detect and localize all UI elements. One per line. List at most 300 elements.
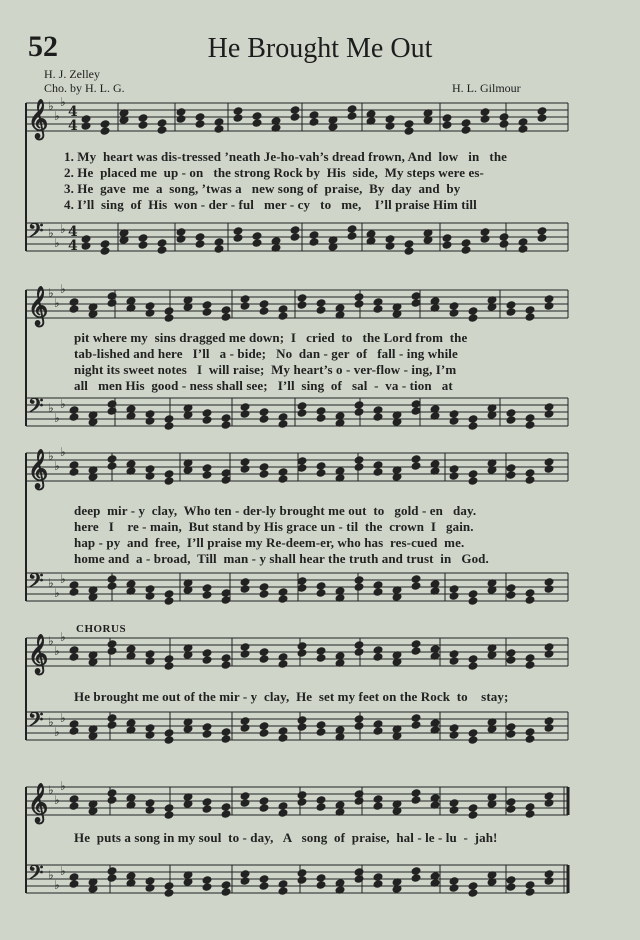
note-head [214,238,224,246]
note-head [252,112,262,120]
note-head [176,228,186,236]
note-head [506,798,516,806]
lyric-line: 4. I’ll sing of His won - der - ful mer - cy to me, I’ll praise Him till [64,197,477,212]
note-head [221,313,231,321]
note-head [278,305,288,313]
note-head [385,115,395,123]
bass-clef-icon: 𝄢 [28,218,44,247]
note-head [69,461,79,469]
note-head [354,648,364,656]
note-head [297,876,307,884]
note-head [468,882,478,890]
note-head [411,582,421,590]
note-head [145,884,155,892]
note-head [525,596,535,604]
note-head [195,113,205,121]
note-head [354,583,364,591]
note-head [316,803,326,811]
note-head [354,715,364,723]
note-head [525,589,535,597]
note-head [316,407,326,415]
note-head [221,469,231,477]
note-head [233,227,243,235]
note-head [525,735,535,743]
note-head [297,409,307,417]
flat-icon: ♭ [48,286,54,300]
note-head [316,721,326,729]
note-head [259,408,269,416]
note-head [202,798,212,806]
flat-icon: ♭ [48,634,54,648]
note-head [544,302,554,310]
note-head [259,590,269,598]
note-head [506,883,516,891]
note-head [354,401,364,409]
note-head [506,584,516,592]
note-head [316,582,326,590]
note-head [69,727,79,735]
note-head [164,597,174,605]
note-head [195,240,205,248]
note-head [176,115,186,123]
note-head [240,799,250,807]
note-head [316,796,326,804]
note-head [544,578,554,586]
note-head [100,127,110,135]
note-head [164,729,174,737]
flat-icon: ♭ [60,572,66,586]
lyric-line: He puts a song in my soul to - day, A song of praise, hal - le - lu - jah! [74,830,498,845]
music-credit: H. L. Gilmour [452,81,521,95]
note-head [525,306,535,314]
note-head [259,655,269,663]
note-head [537,107,547,115]
note-head [385,235,395,243]
note-head [449,650,459,658]
note-head [506,656,516,664]
note-head [145,309,155,317]
note-head [107,796,117,804]
note-head [107,640,117,648]
note-head [442,121,452,129]
note-head [176,108,186,116]
note-head [259,583,269,591]
note-head [373,795,383,803]
flat-icon: ♭ [48,783,54,797]
note-head [506,416,516,424]
note-head [221,803,231,811]
note-head [544,724,554,732]
note-head [233,107,243,115]
note-head [69,880,79,888]
note-head [259,307,269,315]
note-head [449,731,459,739]
note-head [449,657,459,665]
flat-icon: ♭ [60,222,66,236]
note-head [449,309,459,317]
note-head [240,792,250,800]
note-head [157,239,167,247]
hymn-number: 52 [28,30,58,63]
note-head [221,881,231,889]
note-head [164,307,174,315]
note-head [316,654,326,662]
note-head [347,112,357,120]
music-system-4 [0,620,640,770]
flat-icon: ♭ [60,711,66,725]
note-head [373,461,383,469]
note-head [164,882,174,890]
note-head [449,585,459,593]
note-head [525,421,535,429]
note-head [404,120,414,128]
note-head [309,118,319,126]
note-head [525,803,535,811]
lyric-line: night its sweet notes I will raise; My heart’s o - ver-flow - ing, I’m [74,362,457,377]
note-head [411,299,421,307]
note-head [297,649,307,657]
note-head [157,126,167,134]
note-head [221,421,231,429]
note-head [138,114,148,122]
note-head [164,470,174,478]
note-head [297,457,307,465]
note-head [442,234,452,242]
note-head [316,881,326,889]
note-head [240,870,250,878]
note-head [240,643,250,651]
note-head [240,717,250,725]
note-head [316,462,326,470]
note-head [221,306,231,314]
note-head [316,414,326,422]
note-head [468,662,478,670]
note-head [354,300,364,308]
note-head [145,650,155,658]
note-head [461,119,471,127]
note-head [202,656,212,664]
note-head [525,888,535,896]
flat-icon: ♭ [48,715,54,729]
note-head [537,234,547,242]
note-head [525,728,535,736]
note-head [411,867,421,875]
note-head [411,400,421,408]
note-head [442,241,452,249]
note-head [461,126,471,134]
note-head [221,810,231,818]
note-head [81,115,91,123]
note-head [259,875,269,883]
flat-icon: ♭ [48,99,54,113]
note-head [202,464,212,472]
note-head [316,299,326,307]
note-head [449,884,459,892]
note-head [164,811,174,819]
note-head [202,876,212,884]
flat-icon: ♭ [54,411,60,425]
note-head [259,470,269,478]
note-head [202,584,212,592]
note-head [259,722,269,730]
note-head [221,654,231,662]
flat-icon: ♭ [60,282,66,296]
note-head [404,240,414,248]
note-head [202,416,212,424]
note-head [537,114,547,122]
note-head [202,649,212,657]
note-head [259,729,269,737]
note-head [468,422,478,430]
note-head [506,876,516,884]
note-head [468,590,478,598]
treble-clef-icon: 𝄞 [28,449,49,489]
note-head [221,414,231,422]
note-head [480,235,490,243]
note-head [518,245,528,253]
note-head [290,113,300,121]
note-head [385,242,395,250]
note-head [202,471,212,479]
note-head [518,118,528,126]
note-head [525,476,535,484]
note-head [411,575,421,583]
note-head [506,301,516,309]
note-head [202,308,212,316]
note-head [145,799,155,807]
note-head [411,874,421,882]
note-head [240,578,250,586]
note-head [544,717,554,725]
note-head [278,887,288,895]
note-head [202,409,212,417]
note-head [480,115,490,123]
note-head [354,722,364,730]
flat-icon: ♭ [54,459,60,473]
note-head [544,403,554,411]
note-head [221,728,231,736]
note-head [240,295,250,303]
note-head [278,802,288,810]
note-head [316,469,326,477]
note-head [506,730,516,738]
music-system-3 [0,445,640,615]
note-head [373,727,383,735]
note-head [518,125,528,133]
note-head [252,239,262,247]
flat-icon: ♭ [60,445,66,459]
note-head [69,653,79,661]
time-signature-top: 4 [68,224,78,240]
time-signature-top: 4 [68,104,78,120]
bass-clef-icon: 𝄢 [28,393,44,422]
note-head [145,585,155,593]
note-head [221,476,231,484]
note-head [354,576,364,584]
note-head [221,661,231,669]
note-head [195,120,205,128]
note-head [506,723,516,731]
note-head [354,456,364,464]
note-head [411,407,421,415]
note-head [373,880,383,888]
note-head [297,791,307,799]
note-head [411,640,421,648]
note-head [259,415,269,423]
note-head [259,463,269,471]
note-head [506,471,516,479]
lyric-line: 3. He gave me a song, ’twas a new song of praise, By day and by [64,181,461,196]
note-head [537,227,547,235]
note-head [107,582,117,590]
note-head [354,641,364,649]
note-head [221,589,231,597]
note-head [373,468,383,476]
treble-clef-icon: 𝄞 [28,783,49,823]
note-head [259,882,269,890]
note-head [480,228,490,236]
lyric-line: all men His good - ness shall see; I’ll sing of sal - va - tion at [74,378,453,393]
note-head [468,655,478,663]
note-head [373,646,383,654]
note-head [461,246,471,254]
note-head [544,650,554,658]
note-head [164,477,174,485]
bass-clef-icon: 𝄢 [28,860,44,889]
note-head [499,240,509,248]
note-head [525,313,535,321]
flat-icon: ♭ [48,226,54,240]
note-head [107,455,117,463]
flat-icon: ♭ [54,644,60,658]
note-head [544,877,554,885]
note-head [145,657,155,665]
note-head [138,241,148,249]
note-head [157,246,167,254]
note-head [164,662,174,670]
hymn-title: He Brought Me Out [207,33,433,64]
note-head [297,464,307,472]
note-head [145,472,155,480]
note-head [278,727,288,735]
note-head [278,312,288,320]
note-head [145,731,155,739]
grand-staff-5 [0,775,640,925]
note-head [164,889,174,897]
note-head [411,647,421,655]
time-signature-bottom: 4 [68,118,78,134]
note-head [240,458,250,466]
note-head [164,804,174,812]
note-head [297,402,307,410]
flat-icon: ♭ [54,296,60,310]
note-head [354,408,364,416]
note-head [354,463,364,471]
note-head [202,730,212,738]
note-head [411,796,421,804]
flat-icon: ♭ [54,878,60,892]
note-head [297,294,307,302]
note-head [145,302,155,310]
flat-icon: ♭ [60,864,66,878]
note-head [449,724,459,732]
note-head [468,811,478,819]
note-head [69,873,79,881]
note-head [385,122,395,130]
words-credit: H. J. Zelley [44,67,100,81]
note-head [373,406,383,414]
note-head [107,647,117,655]
note-head [278,413,288,421]
note-head [297,577,307,585]
note-head [449,877,459,885]
flat-icon: ♭ [54,109,60,123]
note-head [468,736,478,744]
note-head [373,413,383,421]
note-head [297,798,307,806]
note-head [411,455,421,463]
note-head [202,301,212,309]
note-head [518,238,528,246]
lyric-line: home and a - broad, Till man - y shall hear the truth and trust in God. [74,551,489,566]
note-head [316,306,326,314]
note-head [107,714,117,722]
note-head [525,414,535,422]
note-head [544,410,554,418]
note-head [544,792,554,800]
note-head [297,716,307,724]
note-head [278,809,288,817]
note-head [373,588,383,596]
lyric-line: here I re - main, But stand by His grace un - til the crown I gain. [74,519,474,534]
note-head [506,409,516,417]
note-head [525,881,535,889]
note-head [145,592,155,600]
note-head [449,799,459,807]
note-head [309,231,319,239]
note-head [297,301,307,309]
note-head [442,114,452,122]
note-head [544,585,554,593]
note-head [544,643,554,651]
note-head [297,642,307,650]
flat-icon: ♭ [54,586,60,600]
note-head [373,298,383,306]
note-head [164,655,174,663]
note-head [506,591,516,599]
note-head [506,649,516,657]
note-head [373,873,383,881]
treble-clef-icon: 𝄞 [28,634,49,674]
lyric-line: 1. My heart was dis-tressed ’neath Je-ho-vah’s dread frown, And low in the [64,149,508,164]
note-head [107,874,117,882]
note-head [411,789,421,797]
note-head [461,239,471,247]
note-head [373,653,383,661]
flat-icon: ♭ [54,793,60,807]
note-head [81,242,91,250]
note-head [404,247,414,255]
note-head [107,721,117,729]
flat-icon: ♭ [54,236,60,250]
note-head [252,232,262,240]
note-head [499,120,509,128]
note-head [214,125,224,133]
note-head [278,475,288,483]
flat-icon: ♭ [48,401,54,415]
note-head [69,581,79,589]
note-head [81,122,91,130]
